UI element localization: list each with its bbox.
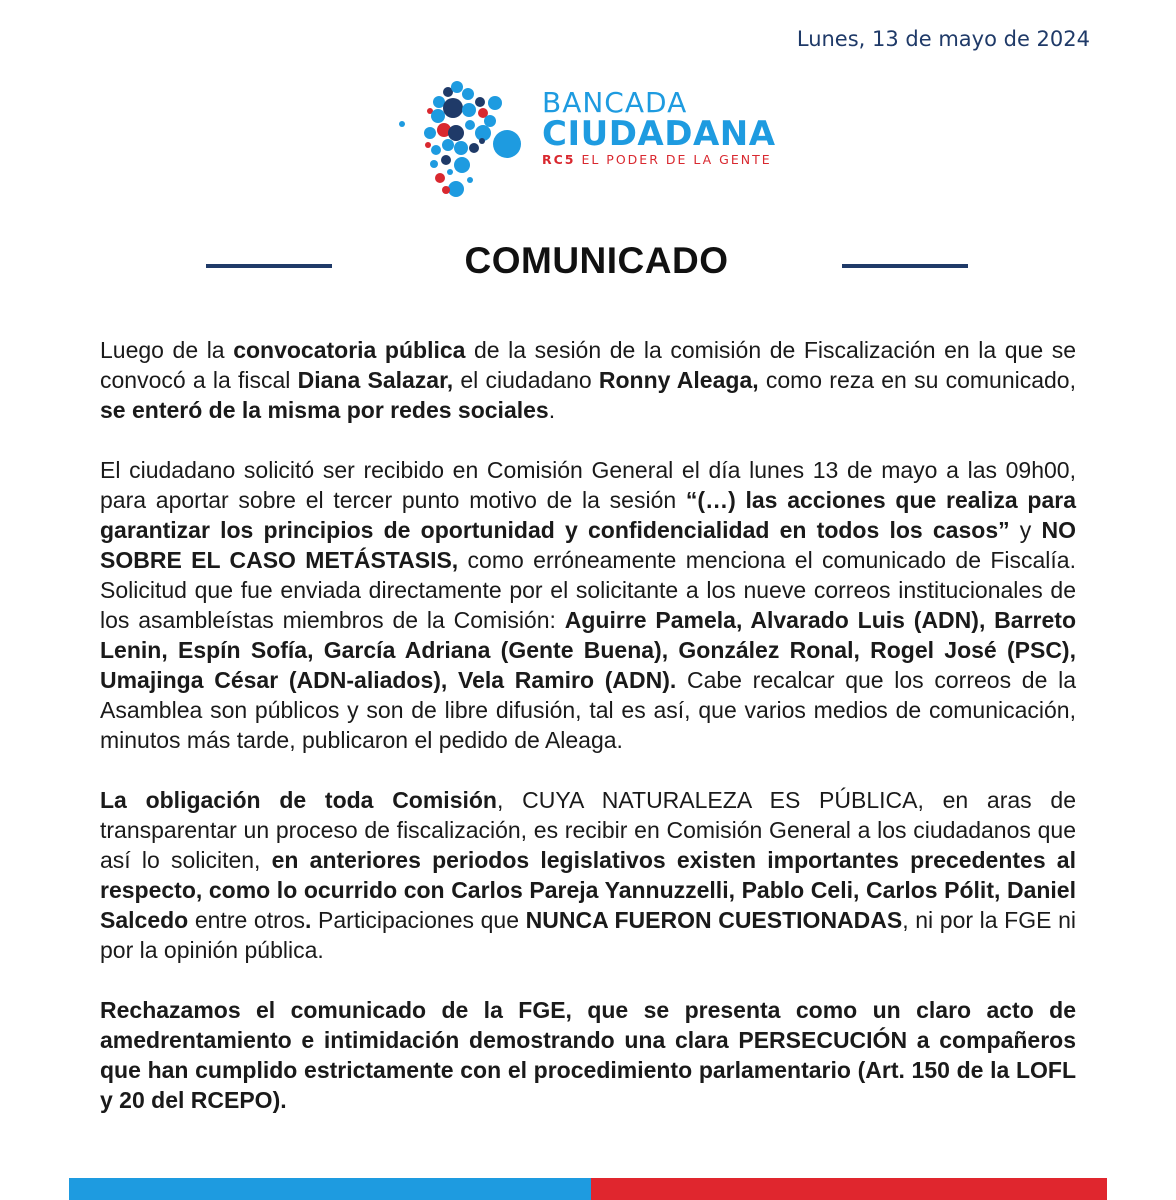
paragraph-1-run: . <box>548 397 556 423</box>
paragraph-2 <box>100 455 1076 755</box>
paragraph-1-run: convocatoria pública <box>233 337 466 363</box>
paragraph-2-run: “(…) las acciones que realiza para garantizar los principios de oportunidad y confidencialidad en todos los casos” <box>100 487 1076 543</box>
date-line: Lunes, 13 de mayo de 2024 <box>796 27 1090 51</box>
paragraph-3-run: entre otros <box>188 907 306 933</box>
paragraph-4-run: Rechazamos el comunicado de la FGE, que se presenta como un claro acto de amedrentamiento e intimidación demostrando una clara PERSECUCIÓN a compañeros que han cumplido estrictamente con el procedimiento parlamentario (Art. 150 de la LOFL y 20 del RCEPO). <box>100 997 1076 1113</box>
paragraph-2-run: y <box>1009 517 1042 543</box>
paragraph-2-run: El ciudadano solicitó ser recibido en Comisión General el día lunes 13 de mayo a las 09h00, para aportar sobre el tercer punto motivo de la sesión <box>100 457 1076 513</box>
paragraph-2-run: NO SOBRE EL CASO METÁSTASIS, <box>100 517 1076 573</box>
paragraph-3-run: NUNCA FUERON CUESTIONADAS <box>525 907 903 933</box>
title-rule-right <box>842 264 968 268</box>
bancada-ciudadana-logo <box>390 78 790 208</box>
dots-map-icon <box>390 78 530 203</box>
paragraph-3 <box>100 785 1076 965</box>
paragraph-3-run: Participaciones que <box>311 907 526 933</box>
logo-tagline-rest: EL PODER DE LA GENTE <box>575 152 772 167</box>
logo-line-bancada: BANCADA <box>542 86 688 119</box>
paragraph-2-run: Aguirre Pamela, Alvarado Luis (ADN), Barreto Lenin, Espín Sofía, García Adriana (Gente Buena), González Ronal, Rogel José (PSC), Umajinga César (ADN-aliados), Vela Ramiro (ADN). <box>100 607 1076 693</box>
paragraph-1-run: Ronny Aleaga, <box>598 367 759 393</box>
paragraph-2-run: Cabe recalcar que los correos de la Asamblea son públicos y son de libre difusión, tal es así, que varios medios de comunicación, minutos más tarde, publicaron el pedido de Aleaga. <box>100 667 1076 753</box>
paragraph-3-run: en anteriores periodos legislativos existen importantes precedentes al respecto, como lo ocurrido con Carlos Pareja Yannuzzelli, Pablo Celi, Carlos Pólit, Daniel Salcedo <box>100 847 1076 933</box>
logo-line-ciudadana: CIUDADANA <box>542 114 776 154</box>
footer-bar-red <box>591 1178 1107 1200</box>
page-title: COMUNICADO <box>464 240 729 281</box>
paragraph-3-run: , ni por la FGE ni por la opinión pública. <box>100 907 1076 963</box>
paragraph-2-run: como erróneamente menciona el comunicado de Fiscalía. Solicitud que fue enviada directamente por el solicitante a los nueve correos institucionales de los asambleístas miembros de la Comisión: <box>100 547 1076 633</box>
paragraph-3-run: , CUYA NATURALEZA ES PÚBLICA, en aras de transparentar un proceso de fiscalización, es recibir en Comisión General a los ciudadanos que así lo soliciten, <box>100 787 1076 873</box>
paragraph-3-run: . <box>305 907 312 933</box>
paragraph-1-run: Diana Salazar, <box>297 367 454 393</box>
footer-bar-blue <box>69 1178 591 1200</box>
logo-tagline-rc5: RC5 <box>542 152 576 167</box>
logo-tagline <box>542 152 776 168</box>
paragraph-4 <box>100 995 1076 1115</box>
paragraph-3-run: La obligación de toda Comisión <box>100 787 497 813</box>
paragraph-1-run: el ciudadano <box>453 367 599 393</box>
paragraph-1-run: se enteró de la misma por redes sociales <box>100 397 549 423</box>
paragraph-1-run: de la sesión de la comisión de Fiscalización en la que se convocó a la fiscal <box>100 337 1076 393</box>
paragraph-1 <box>100 335 1076 425</box>
paragraph-1-run: Luego de la <box>100 337 234 363</box>
body-text <box>100 335 1076 1145</box>
paragraph-1-run: como reza en su comunicado, <box>758 367 1076 393</box>
